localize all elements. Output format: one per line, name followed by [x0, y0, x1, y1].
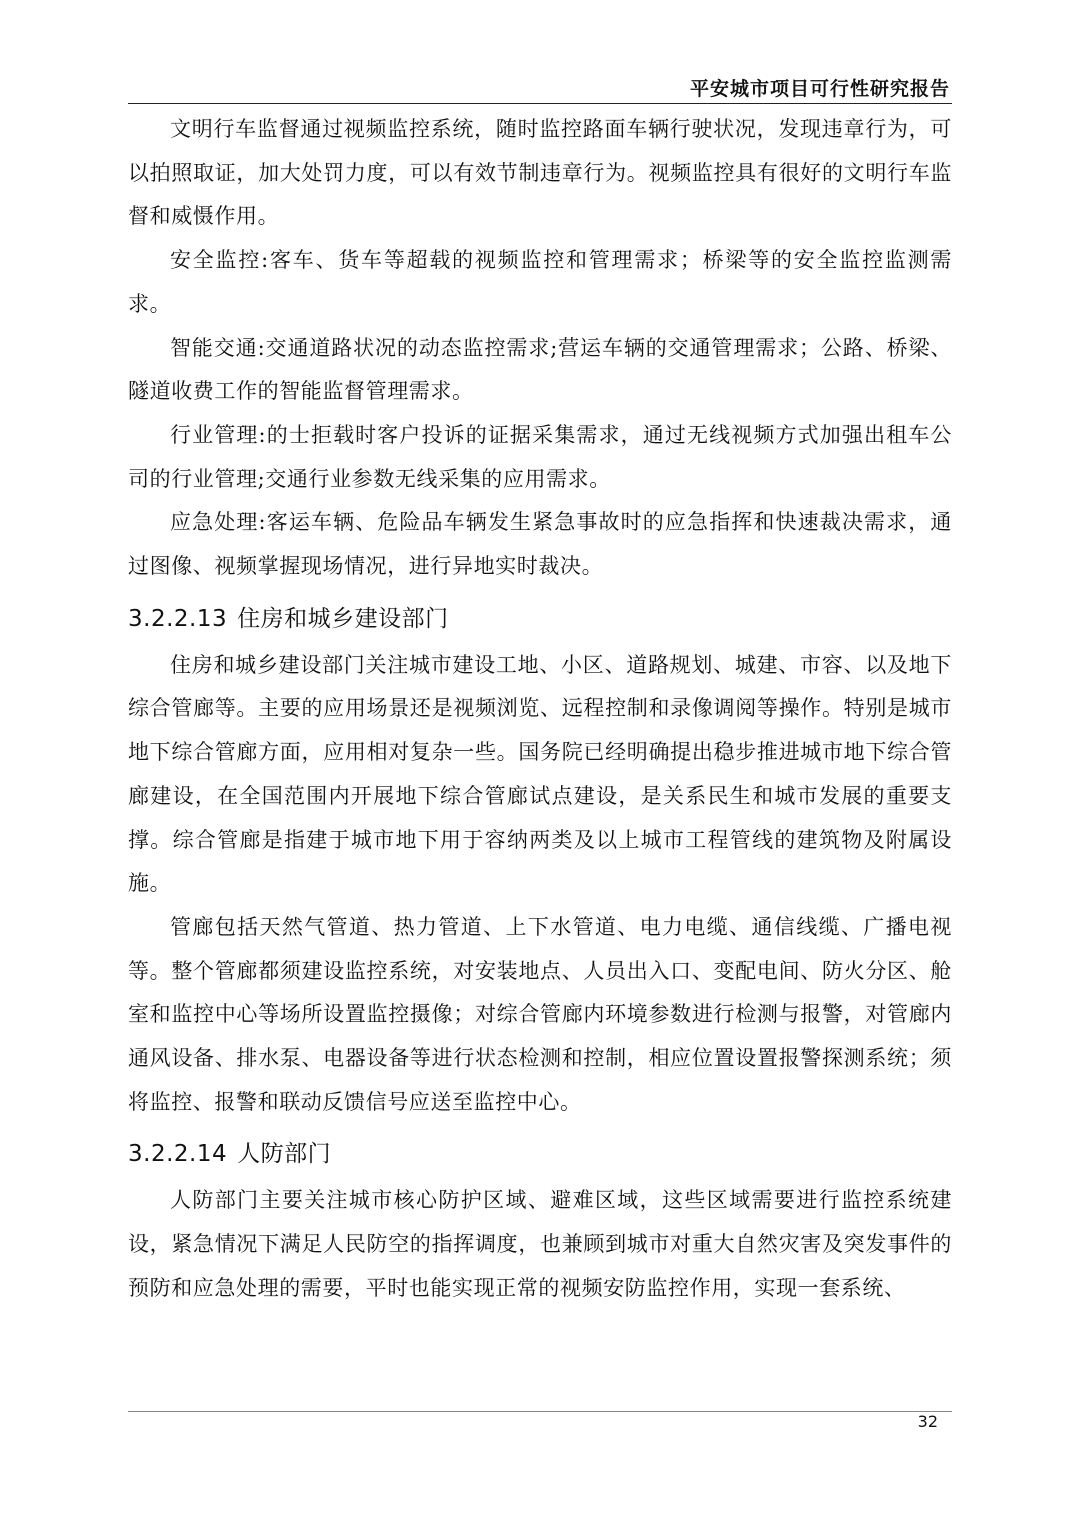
page-number: 32: [917, 1412, 938, 1431]
section-number: 3.2.2.13: [128, 605, 228, 632]
section-title: 住房和城乡建设部门: [237, 605, 449, 632]
paragraph: 安全监控:客车、货车等超载的视频监控和管理需求；桥梁等的安全监控监测需求。: [128, 248, 952, 316]
header-title: 平安城市项目可行性研究报告: [689, 78, 950, 100]
paragraph: 智能交通:交通道路状况的动态监控需求;营运车辆的交通管理需求；公路、桥梁、隧道收费工作的智能监督管理需求。: [128, 335, 952, 404]
paragraph: 行业管理:的士拒载时客户投诉的证据采集需求，通过无线视频方式加强出租车公司的行业管理;交通行业参数无线采集的应用需求。: [128, 422, 952, 491]
page-content: [128, 108, 952, 1311]
section-heading: [128, 1133, 952, 1175]
paragraph: 应急处理:客运车辆、危险品车辆发生紧急事故时的应急指挥和快速裁决需求，通过图像、视频掌握现场情况，进行异地实时裁决。: [128, 510, 952, 579]
section-number: 3.2.2.14: [128, 1141, 228, 1168]
section-title: 人防部门: [237, 1141, 332, 1168]
paragraph: 管廊包括天然气管道、热力管道、上下水管道、电力电缆、通信线缆、广播电视等。整个管廊都须建设监控系统，对安装地点、人员出入口、变配电间、防火分区、舱室和监控中心等场所设置监控摄像；对综合管廊内环境参数进行检测与报警，对管廊内通风设备、排水泵、电器设备等进行状态检测和控制，相应位置设置报警探测系统；须将监控、报警和联动反馈信号应送至监控中心。: [128, 914, 952, 1114]
footer-rule: [128, 1411, 952, 1412]
paragraph: 住房和城乡建设部门关注城市建设工地、小区、道路规划、城建、市容、以及地下综合管廊等。主要的应用场景还是视频浏览、远程控制和录像调阅等操作。特别是城市地下综合管廊方面，应用相对复杂一些。国务院已经明确提出稳步推进城市地下综合管廊建设，在全国范围内开展地下综合管廊试点建设，是关系民生和城市发展的重要支撑。综合管廊是指建于城市地下用于容纳两类及以上城市工程管线的建筑物及附属设施。: [128, 652, 952, 896]
section-heading: [128, 598, 952, 640]
paragraph: 人防部门主要关注城市核心防护区域、避难区域，这些区域需要进行监控系统建设，紧急情况下满足人民防空的指挥调度，也兼顾到城市对重大自然灾害及突发事件的预防和应急处理的需要，平时也能实现正常的视频安防监控作用，实现一套系统、: [128, 1188, 952, 1300]
header-rule: [128, 103, 952, 104]
paragraph: 文明行车监督通过视频监控系统，随时监控路面车辆行驶状况，发现违章行为，可以拍照取证，加大处罚力度，可以有效节制违章行为。视频监控具有很好的文明行车监督和威慑作用。: [128, 117, 952, 229]
